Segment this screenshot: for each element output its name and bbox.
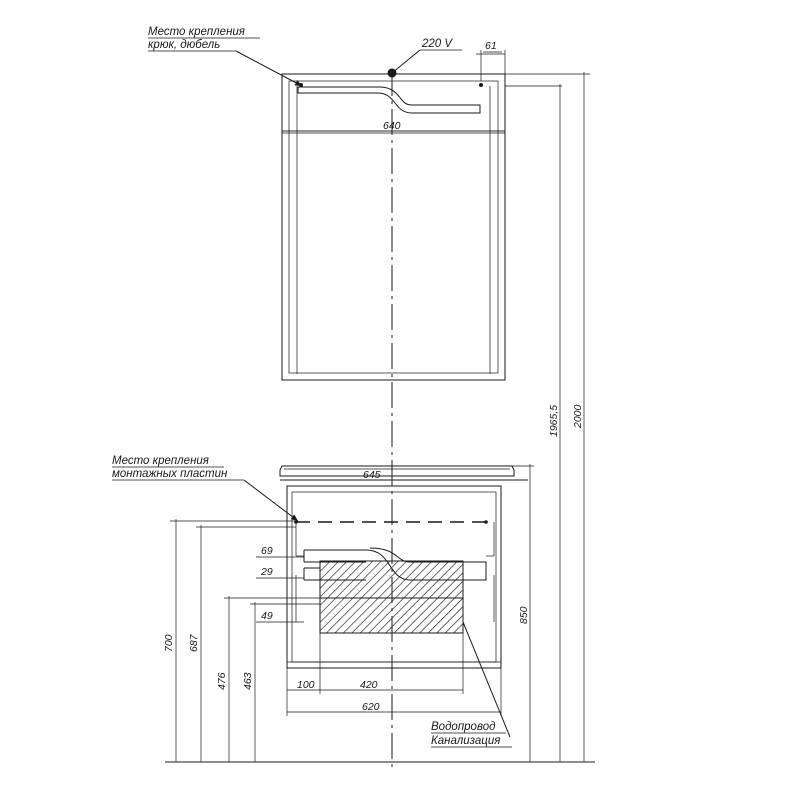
dim-463: 463 — [242, 672, 254, 690]
dim-620: 620 — [362, 701, 380, 713]
dim-61: 61 — [485, 40, 497, 52]
cabinet-mount-note-line2: монтажных пластин — [112, 468, 228, 480]
plumbing-zone-hatch — [320, 561, 463, 633]
dim-640: 640 — [383, 120, 401, 132]
dim-2000: 2000 — [572, 404, 584, 428]
dim-476: 476 — [216, 672, 228, 690]
cabinet-mount-note-line1: Место крепления — [112, 455, 209, 467]
mirror-mount-point-right — [479, 83, 483, 87]
dim-687: 687 — [188, 634, 200, 652]
mirror-led-strip — [298, 87, 480, 113]
dim-700: 700 — [163, 634, 175, 652]
sink-top — [280, 466, 528, 480]
dim-100: 100 — [297, 679, 315, 691]
mirror-mount-note-line2: крюк, дюбель — [148, 39, 221, 51]
mirror-mount-note-line1: Место крепления — [148, 26, 245, 38]
plumbing-note-line1: Водопровод — [431, 721, 496, 733]
dim-69: 69 — [261, 545, 273, 557]
cabinet-mount-point-right — [484, 520, 488, 524]
dim-645: 645 — [363, 469, 381, 481]
dim-850: 850 — [518, 606, 530, 624]
dim-1965-5: 1965,5 — [548, 404, 560, 437]
dim-49: 49 — [261, 610, 273, 622]
dim-29: 29 — [261, 566, 273, 578]
plumbing-note-line2: Канализация — [431, 735, 501, 747]
dim-420: 420 — [360, 679, 378, 691]
power-label: 220 V — [422, 38, 453, 50]
